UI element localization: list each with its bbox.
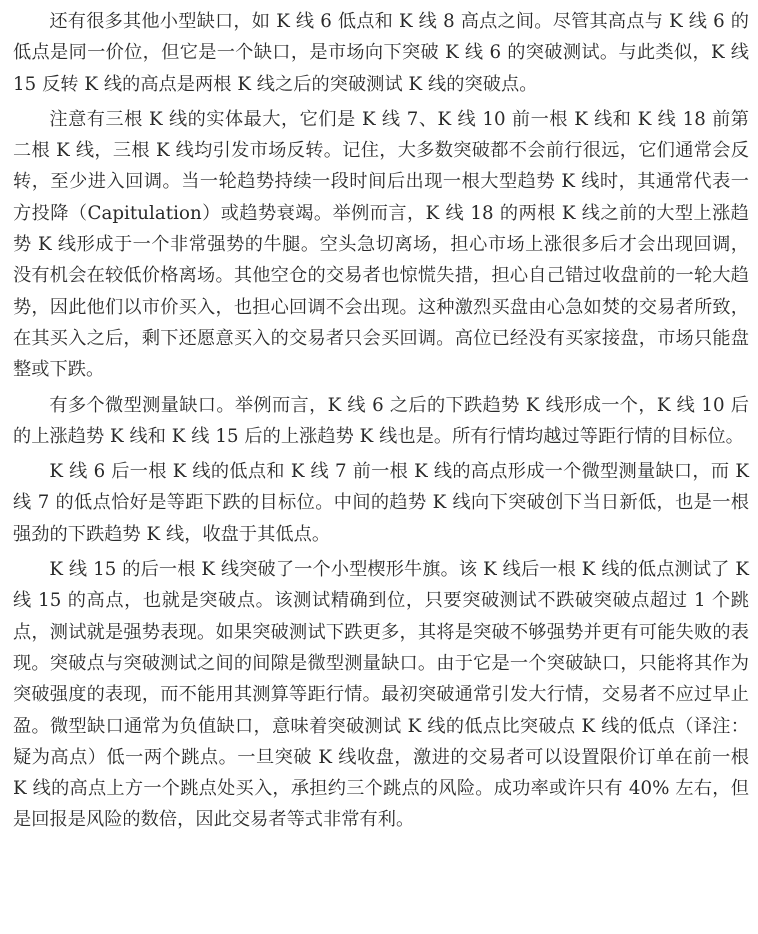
- paragraph-bar-6-7-gap: K 线 6 后一根 K 线的低点和 K 线 7 前一根 K 线的高点形成一个微型测量缺口，而 K 线 7 的低点恰好是等距下跌的目标位。中间的趋势 K 线向下突破创下当日新低，也是一根强劲的下跌趋势 K 线，收盘于其低点。: [13, 461, 749, 545]
- paragraph-large-bodies: 注意有三根 K 线的实体最大，它们是 K 线 7、K 线 10 前一根 K 线和 K 线 18 前第二根 K 线，三根 K 线均引发市场反转。记住，大多数突破都不会前行很远，它们通常会反转，至少进入回调。当一轮趋势持续一段时间后出现一根大型趋势 K 线时，其通常代表一方投降（Capitulation）或趋势衰竭。举例而言，K 线 18 的两根 K 线之前的大型上涨趋势 K 线形成于一个非常强势的牛腿。空头急切离场，担心市场上涨很多后才会出现回调，没有机会在较低价格离场。其他空仓的交易者也惊慌失措，担心自己错过收盘前的一轮大趋势，因此他们以市价买入，也担心回调不会出现。这种激烈买盘由心急如焚的交易者所致，在其买入之后，剩下还愿意买入的交易者只会买回调。高位已经没有买家接盘，市场只能盘整或下跌。: [13, 108, 749, 381]
- document-page: [13, 6, 749, 840]
- paragraph-micro-measuring-gaps: 有多个微型测量缺口。举例而言，K 线 6 之后的下跌趋势 K 线形成一个，K 线 10 后的上涨趋势 K 线和 K 线 15 后的上涨趋势 K 线也是。所有行情均越过等距行情的目标位。: [13, 394, 749, 447]
- paragraph-small-gaps: 还有很多其他小型缺口，如 K 线 6 低点和 K 线 8 高点之间。尽管其高点与 K 线 6 的低点是同一价位，但它是一个缺口，是市场向下突破 K 线 6 的突破测试。与此类似，K 线 15 反转 K 线的高点是两根 K 线之后的突破测试 K 线的突破点。: [13, 11, 749, 95]
- paragraph-bar-15-breakout: K 线 15 的后一根 K 线突破了一个小型楔形牛旗。该 K 线后一根 K 线的低点测试了 K 线 15 的高点，也就是突破点。该测试精确到位，只要突破测试不跌破突破点超过 1 个跳点，测试就是强势表现。如果突破测试下跌更多，其将是突破不够强势并更有可能失败的表现。突破点与突破测试之间的间隙是微型测量缺口。由于它是一个突破缺口，只能将其作为突破强度的表现，而不能用其测算等距行情。最初突破通常引发大行情，交易者不应过早止盈。微型缺口通常为负值缺口，意味着突破测试 K 线的低点比突破点 K 线的低点（译注：疑为高点）低一两个跳点。一旦突破 K 线收盘，激进的交易者可以设置限价订单在前一根 K 线的高点上方一个跳点处买入，承担约三个跳点的风险。成功率或许只有 40% 左右，但是回报是风险的数倍，因此交易者等式非常有利。: [13, 559, 749, 831]
